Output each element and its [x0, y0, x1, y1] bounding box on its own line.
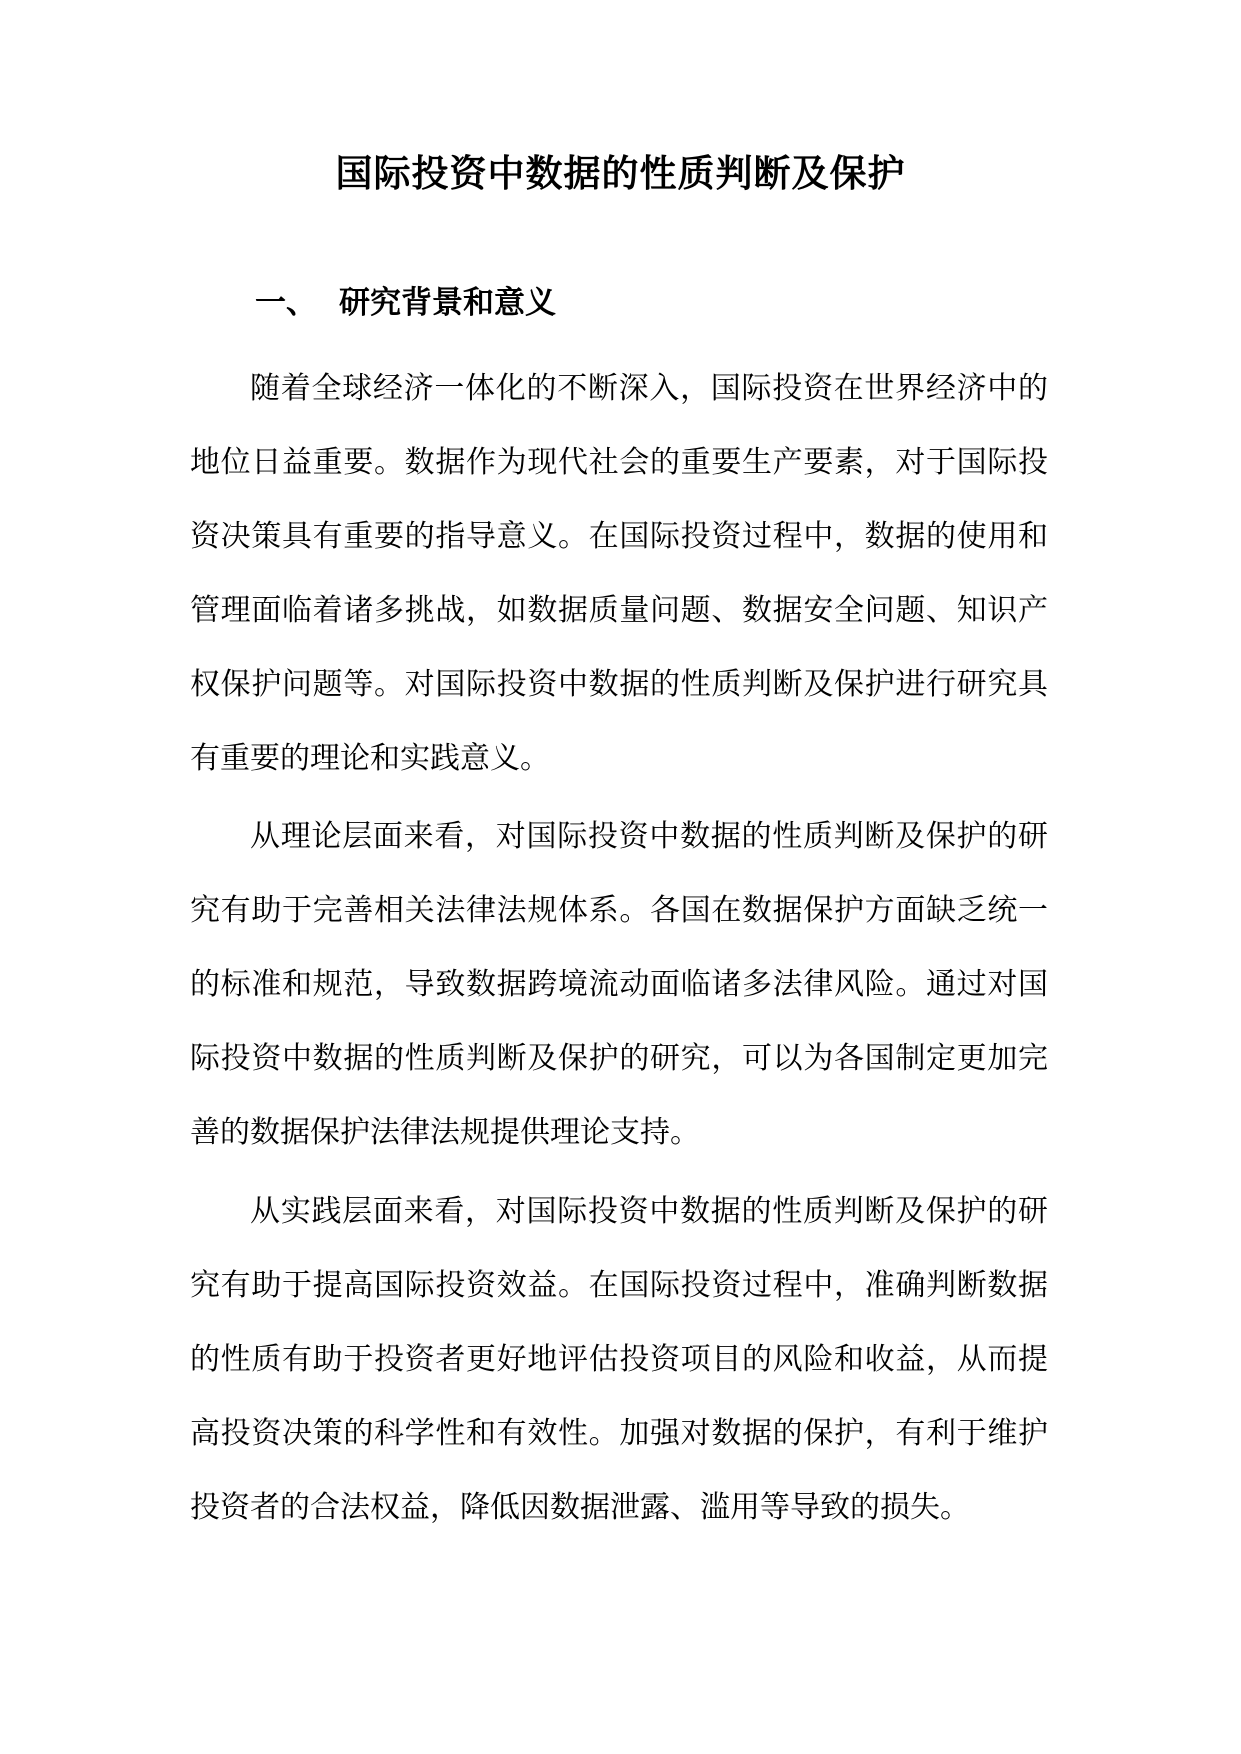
section-title: 研究背景和意义	[339, 285, 556, 321]
paragraph: 随着全球经济一体化的不断深入，国际投资在世界经济中的地位日益重要。数据作为现代社会的重要生产要素，对于国际投资决策具有重要的指导意义。在国际投资过程中，数据的使用和管理面临着诸多挑战，如数据质量问题、数据安全问题、知识产权保护问题等。对国际投资中数据的性质判断及保护进行研究具有重要的理论和实践意义。	[190, 371, 1048, 776]
section-number: 一、	[255, 285, 317, 321]
document-title: 国际投资中数据的性质判断及保护	[335, 151, 906, 195]
paragraph: 从理论层面来看，对国际投资中数据的性质判断及保护的研究有助于完善相关法律法规体系。各国在数据保护方面缺乏统一的标准和规范，导致数据跨境流动面临诸多法律风险。通过对国际投资中数据的性质判断及保护的研究，可以为各国制定更加完善的数据保护法律法规提供理论支持。	[190, 819, 1048, 1150]
section-heading	[255, 278, 556, 328]
paragraph: 从实践层面来看，对国际投资中数据的性质判断及保护的研究有助于提高国际投资效益。在国际投资过程中，准确判断数据的性质有助于投资者更好地评估投资项目的风险和收益，从而提高投资决策的科学性和有效性。加强对数据的保护，有利于维护投资者的合法权益，降低因数据泄露、滥用等导致的损失。	[190, 1194, 1048, 1525]
